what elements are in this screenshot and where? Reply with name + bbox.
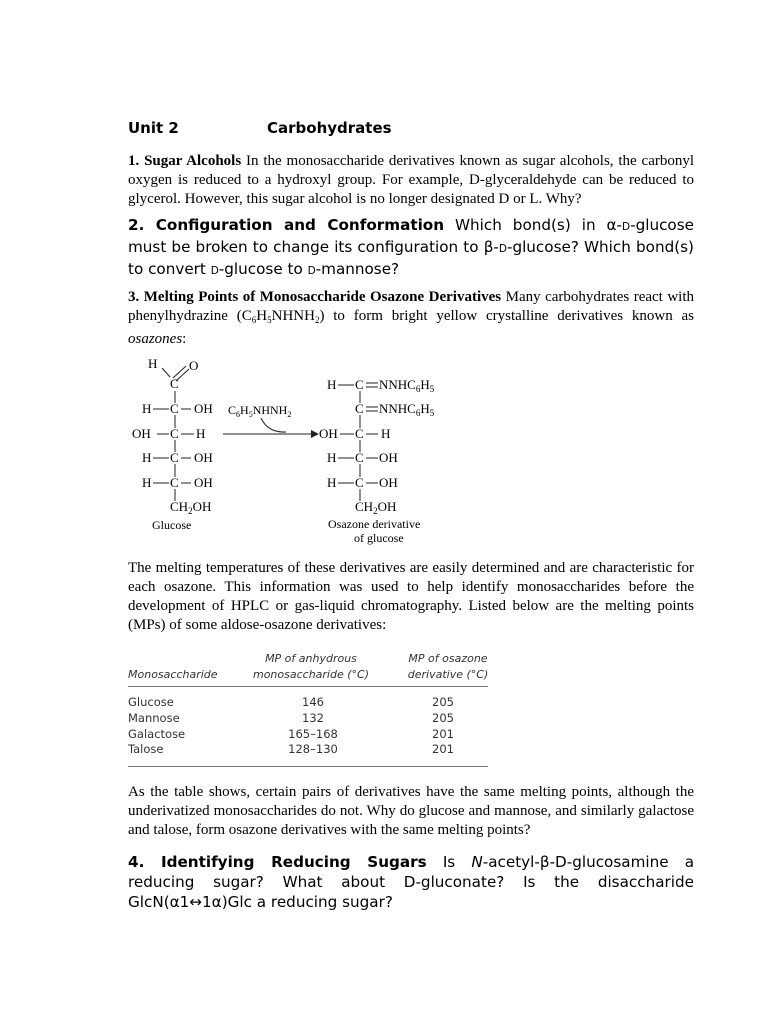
small-cap-d: D [498, 243, 507, 255]
atom-h: H [327, 450, 337, 465]
reagent-label: $C_6H_5NHNH_2$ [228, 403, 292, 419]
atom-c: C [170, 426, 179, 441]
atom-c: C [355, 377, 364, 392]
table-cell: Mannose [128, 711, 180, 725]
atom-c: C [355, 426, 364, 441]
atom-o: O [189, 358, 199, 373]
group-ch2oh: $CH_2OH$ [355, 499, 397, 516]
question-2 [128, 215, 694, 281]
q4-italic-n: N [471, 853, 483, 871]
group-oh: OH [194, 450, 213, 465]
atom-h: H [148, 356, 158, 371]
subscript: 2 [314, 315, 320, 325]
table-cell: 201 [432, 727, 454, 741]
q2-text-5: -mannose? [315, 260, 400, 278]
q3-text-1: Many carbohydrates react with phenylhydrazine (C [128, 289, 695, 324]
q1-number: 1. [128, 153, 140, 169]
atom-c: C [170, 450, 179, 465]
unit-header [128, 119, 392, 137]
osazone-caption-1: Osazone derivative [328, 517, 421, 531]
q2-text-4: -glucose to [218, 260, 308, 278]
q4-text-2: -acetyl-β-D-glucosamine a reducing sugar? What about D-gluconate? Is the disaccharide GlcN(α1↔1α)Glc a reducing sugar? [128, 853, 695, 911]
atom-c: C [170, 475, 179, 490]
osazone-caption-2: of glucose [354, 531, 404, 545]
melting-point-table [128, 648, 488, 770]
q3-text-2: H [256, 308, 268, 324]
table-header-mp-osazone [398, 651, 498, 683]
subscript: 5 [267, 315, 272, 325]
atom-c: C [170, 401, 179, 416]
table-cell: 128–130 [288, 742, 338, 756]
atom-c: C [170, 376, 179, 391]
table-cell: Galactose [128, 727, 186, 741]
group-oh: OH [379, 450, 398, 465]
atom-c: C [355, 450, 364, 465]
table-header-mp-anhydrous [246, 651, 376, 683]
question-3 [128, 288, 694, 349]
osazone-reaction-scheme [128, 353, 458, 548]
q2-text-1: Which bond(s) in α- [455, 216, 623, 234]
atom-c: C [355, 475, 364, 490]
q3-title: Melting Points of Monosaccharide Osazone Derivatives [143, 289, 502, 305]
osazones-term: osazones [128, 331, 183, 347]
q4-text-1: Is [442, 853, 472, 871]
q2-title: Configuration and Conformation [155, 216, 445, 234]
group-oh: OH [194, 475, 213, 490]
atom-h: H [142, 475, 152, 490]
melting-paragraph: The melting temperatures of these derivatives are easily determined and are characteristic for each osazone. This information was used to help identify monosaccharides before the development of HPLC or gas-liquid chromatography. Listed below are the melting points (MPs) of some aldose-osazone derivatives: [128, 560, 694, 633]
q3-text-4: ) to form bright yellow crystalline derivatives known as [319, 308, 695, 324]
atom-h: H [327, 377, 337, 392]
group-oh: OH [379, 475, 398, 490]
table-bottom-rule [128, 766, 488, 767]
group-oh: OH [319, 426, 338, 441]
header-line-2: monosaccharide (°C) [252, 668, 369, 681]
q1-title: Sugar Alcohols [144, 153, 242, 169]
table-question-paragraph: As the table shows, certain pairs of derivatives have the same melting points, although the underivatized monosaccharides do not. Why do glucose and mannose, and similarly galactose and talose, form osazone derivatives with the same melting points? [128, 784, 694, 838]
atom-h: H [381, 426, 391, 441]
table-cell: Talose [128, 742, 164, 756]
atom-h: H [142, 450, 152, 465]
table-cell: 132 [302, 711, 324, 725]
q3-text-5: : [182, 331, 187, 347]
table-cell: 146 [302, 695, 324, 709]
atom-h: H [196, 426, 206, 441]
q4-number: 4. [128, 853, 145, 871]
small-cap-d: D [210, 265, 219, 277]
header-line-1: MP of anhydrous [265, 652, 357, 665]
header-line-2: derivative (°C) [407, 668, 489, 681]
q4-title: Identifying Reducing Sugars [160, 853, 427, 871]
glucose-caption: Glucose [152, 518, 192, 532]
subscript: 6 [251, 315, 257, 325]
group-nnhc6h5: $NNHC_6H_5$ [379, 377, 435, 394]
q2-number: 2. [128, 216, 145, 234]
unit-label: Unit 2 [128, 119, 179, 137]
group-nnhc6h5: $NNHC_6H_5$ [379, 401, 435, 418]
atom-h: H [142, 401, 152, 416]
group-ch2oh: $CH_2OH$ [170, 499, 212, 516]
unit-topic: Carbohydrates [267, 119, 392, 137]
table-cell: 165–168 [288, 727, 338, 741]
header-line-1: MP of osazone [408, 652, 488, 665]
question-4 [128, 852, 694, 912]
q1-text: In the monosaccharide derivatives known as sugar alcohols, the carbonyl oxygen is reduced to a hydroxyl group. For example, D-glyceraldehyde can be reduced to glycerol. However, this sugar alcohol is no longer designated D or L. Why? [128, 153, 695, 207]
group-oh: OH [132, 426, 151, 441]
table-header-rule [128, 686, 488, 687]
q2-text-3: -glucose? Which bond(s) to convert [128, 238, 694, 278]
small-cap-d: D [307, 265, 316, 277]
group-oh: OH [194, 401, 213, 416]
small-cap-d: D [622, 221, 631, 233]
q3-text-3: NHNH [271, 308, 315, 324]
q2-text-2: -glucose must be broken to change its configuration to β- [128, 216, 694, 256]
table-header-monosaccharide: Monosaccharide [128, 668, 218, 681]
question-1 [128, 152, 694, 209]
table-cell: 205 [432, 695, 454, 709]
q3-number: 3. [128, 289, 140, 305]
atom-c: C [355, 401, 364, 416]
table-cell: Glucose [128, 695, 174, 709]
table-cell: 205 [432, 711, 454, 725]
atom-h: H [327, 475, 337, 490]
table-cell: 201 [432, 742, 454, 756]
